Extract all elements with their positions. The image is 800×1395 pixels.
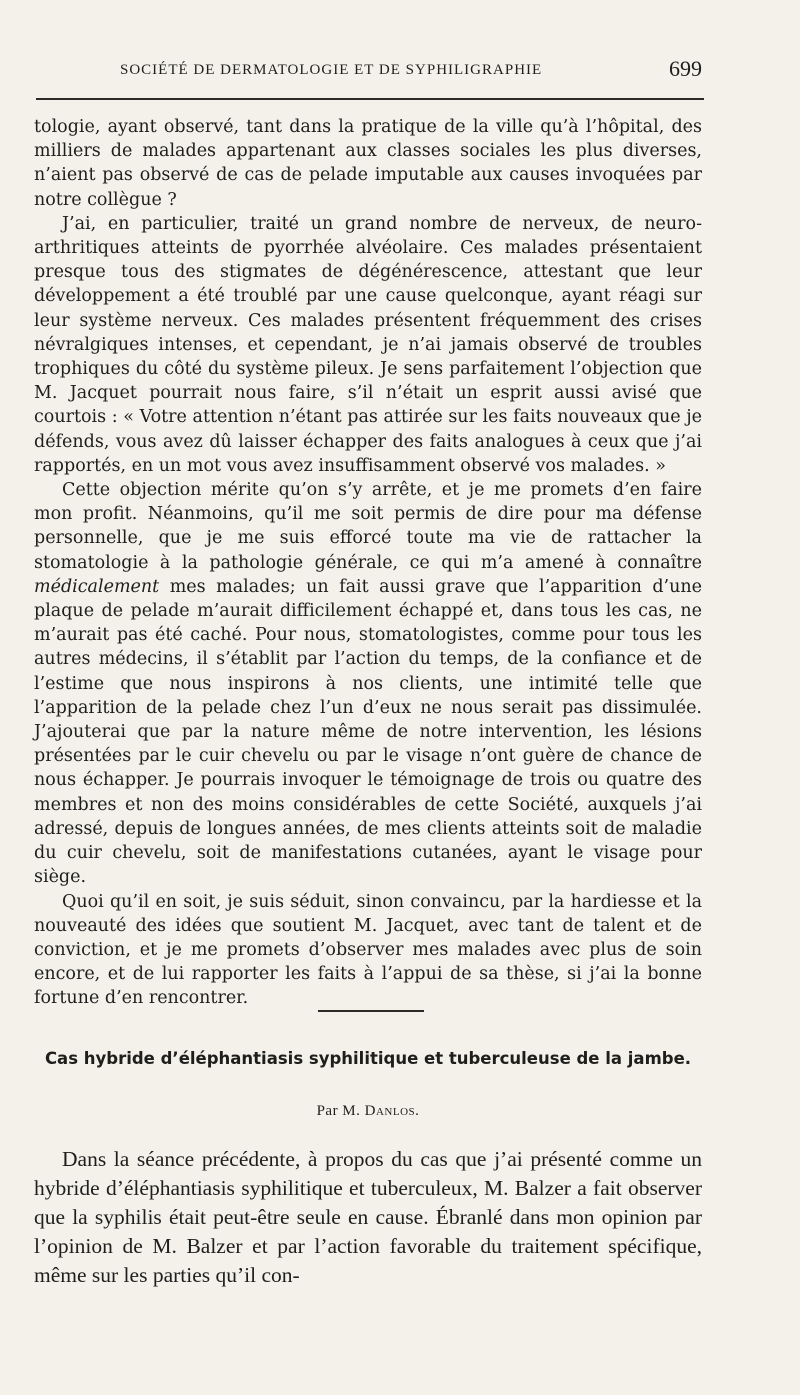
author-prefix: Par M. bbox=[316, 1103, 361, 1119]
running-title: SOCIÉTÉ DE DERMATOLOGIE ET DE SYPHILIGRAPHIE bbox=[120, 62, 543, 78]
paragraph-text: Cette objection mérite qu’on s’y arrête, et je me promets d’en faire mon profit. Néanmoins, qu’il me soit permis de dire pour ma défense personnelle, que je me suis efforcé toute ma vie de rattacher la stomatologie à la pathologie générale, ce qui m’a amené à connaître bbox=[34, 480, 702, 573]
lead-text bbox=[34, 1145, 702, 1290]
emphasis-word: médicalement bbox=[34, 576, 160, 597]
page-number: 699 bbox=[669, 56, 702, 81]
paragraph-text: mes malades; un fait aussi grave que l’apparition d’une plaque de pelade m’aurait difficilement échappé et, dans tous les cas, ne m’aurait pas été caché. Pour nous, stomatologistes, comme pour tous les autres médecins, il s’établit par l’action du temps, de la confiance et de l’estime que nous inspirons à nos clients, une intimité telle que l’apparition de la pelade chez l’un d’eux ne nous serait pas dissimulée. J’ajouterai que par la nature même de notre intervention, les lésions présentées par le cuir chevelu ou par le visage n’ont guère de chance de nous échapper. Je pourrais invoquer le témoignage de trois ou quatre des membres et non des moins considérables de cette Société, auxquels j’ai adressé, depuis de longues années, de mes clients atteints soit de maladie du cuir chevelu, soit de manifestations cutanées, ayant le visage pour siège. bbox=[34, 576, 702, 888]
section-heading: Cas hybride d’éléphantiasis syphilitique et tuberculeuse de la jambe. bbox=[44, 1049, 692, 1068]
paragraph bbox=[34, 478, 702, 889]
header-rule bbox=[36, 98, 704, 100]
paragraph: tologie, ayant observé, tant dans la pratique de la ville qu’à l’hôpital, des milliers de malades appartenant aux classes sociales les plus diverses, n’aient pas observé de cas de pelade imputable aux causes invoquées par notre collègue ? bbox=[34, 117, 702, 210]
lead-paragraph: Dans la séance précédente, à propos du cas que j’ai présenté comme un hybride d’éléphantiasis syphilitique et tuberculeux, M. Balzer a fait observer que la syphilis était peut-être seule en cause. Ébranlé dans mon opinion par l’opinion de M. Balzer et par l’action favorable du traitement spécifique, même sur les parties qu’il con- bbox=[34, 1147, 702, 1287]
author-name: Danlos. bbox=[364, 1103, 420, 1119]
page-header bbox=[36, 56, 704, 90]
paragraph: J’ai, en particulier, traité un grand nombre de nerveux, de neuro-arthritiques atteints de pyorrhée alvéolaire. Ces malades présentaient presque tous des stigmates de dégénérescence, attestant que leur développement a été troublé par une cause quelconque, ayant réagi sur leur système nerveux. Ces malades présentent fréquemment des crises névralgiques intenses, et cependant, je n’ai jamais observé de troubles trophiques du côté du système pileux. Je sens parfaitement l’objection que M. Jacquet pourrait nous faire, s’il n’était un esprit aussi avisé que courtois : « Votre attention n’étant pas attirée sur les faits nouveaux que je défends, vous avez dû laisser échapper des faits analogues à ceux que j’ai rapportés, en un mot vous avez insuffisamment observé vos malades. » bbox=[34, 213, 702, 476]
paragraph: Quoi qu’il en soit, je suis séduit, sinon convaincu, par la hardiesse et la nouveauté des idées que soutient M. Jacquet, avec tant de talent et de conviction, et je me promets d’observer mes malades avec plus de soin encore, et de lui rapporter les faits à l’appui de sa thèse, si j’ai la bonne fortune d’en rencontrer. bbox=[34, 891, 702, 1009]
author-line bbox=[34, 1103, 702, 1120]
body-text bbox=[34, 115, 702, 1011]
section-divider bbox=[318, 1010, 424, 1012]
